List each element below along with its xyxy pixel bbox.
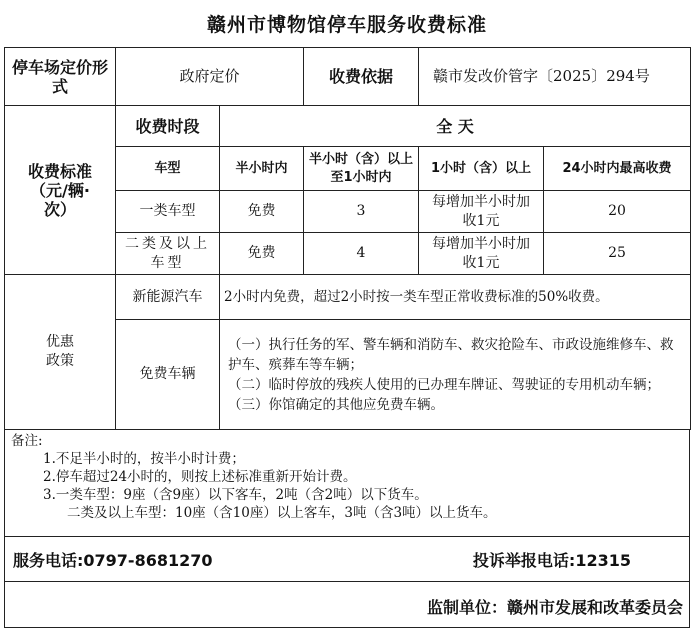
basis-value: 赣市发改价管字〔2025〕294号 — [419, 48, 691, 106]
supervisor-row — [4, 582, 690, 628]
note-item: 3.一类车型：9座（含9座）以下客车，2吨（含2吨）以下货车。 — [43, 487, 428, 503]
free-item: （三）你馆确定的其他应免费车辆。 — [228, 396, 444, 413]
supervisor: 监制单位：赣州市发展和改革委员会 — [426, 598, 683, 617]
phone-row — [4, 537, 690, 582]
basis-label: 收费依据 — [304, 48, 419, 106]
column-header: 半小时（含）以上至1小时内 — [304, 147, 419, 191]
fee-standard-label: 收费标准（元/辆·次） — [5, 106, 116, 275]
service-phone: 服务电话:0797-8681270 — [13, 551, 213, 570]
free-vehicle-label: 免费车辆 — [116, 320, 220, 430]
vehicle-type: 二类及以上车型 — [116, 233, 220, 275]
fee-max-24h: 25 — [544, 233, 691, 275]
pricing-form-value: 政府定价 — [116, 48, 304, 106]
discount-label: 优惠政策 — [5, 275, 116, 430]
notes-heading: 备注: — [11, 433, 43, 449]
fee-to-one-hour: 3 — [304, 191, 419, 233]
fee-to-one-hour: 4 — [304, 233, 419, 275]
page-title: 赣州市博物馆停车服务收费标准 — [206, 14, 487, 36]
period-value: 全 天 — [220, 106, 691, 147]
column-header: 24小时内最高收费 — [544, 147, 691, 191]
column-header: 1小时（含）以上 — [419, 147, 544, 191]
note-item: 1.不足半小时的，按半小时计费； — [43, 451, 245, 467]
complaint-phone: 投诉举报电话:12315 — [472, 551, 631, 570]
fee-half-hour: 免费 — [220, 233, 304, 275]
vehicle-type: 一类车型 — [116, 191, 220, 233]
note-item: 2.停车超过24小时的，则按上述标准重新开始计费。 — [43, 469, 357, 485]
new-energy-text: 2小时内免费，超过2小时按一类车型正常收费标准的50%收费。 — [220, 275, 691, 320]
fee-over-one-hour: 每增加半小时加收1元 — [419, 191, 544, 233]
fee-over-one-hour: 每增加半小时加收1元 — [419, 233, 544, 275]
pricing-form-label: 停车场定价形式 — [5, 48, 116, 106]
fee-max-24h: 20 — [544, 191, 691, 233]
column-header: 半小时内 — [220, 147, 304, 191]
fee-table — [4, 47, 691, 430]
fee-half-hour: 免费 — [220, 191, 304, 233]
period-label: 收费时段 — [116, 106, 220, 147]
free-item: （一）执行任务的军、警车辆和消防车、救灾抢险车、市政设施维修车、救护车、殡葬车等车辆； — [228, 336, 674, 373]
free-item: （二）临时停放的残疾人使用的已办理车牌证、驾驶证的专用机动车辆； — [228, 376, 660, 393]
column-header: 车型 — [116, 147, 220, 191]
new-energy-label: 新能源汽车 — [116, 275, 220, 320]
notes-section — [4, 430, 690, 537]
note-item: 二类及以上车型：10座（含10座）以上客车，3吨（含3吨）以上货车。 — [67, 505, 497, 521]
